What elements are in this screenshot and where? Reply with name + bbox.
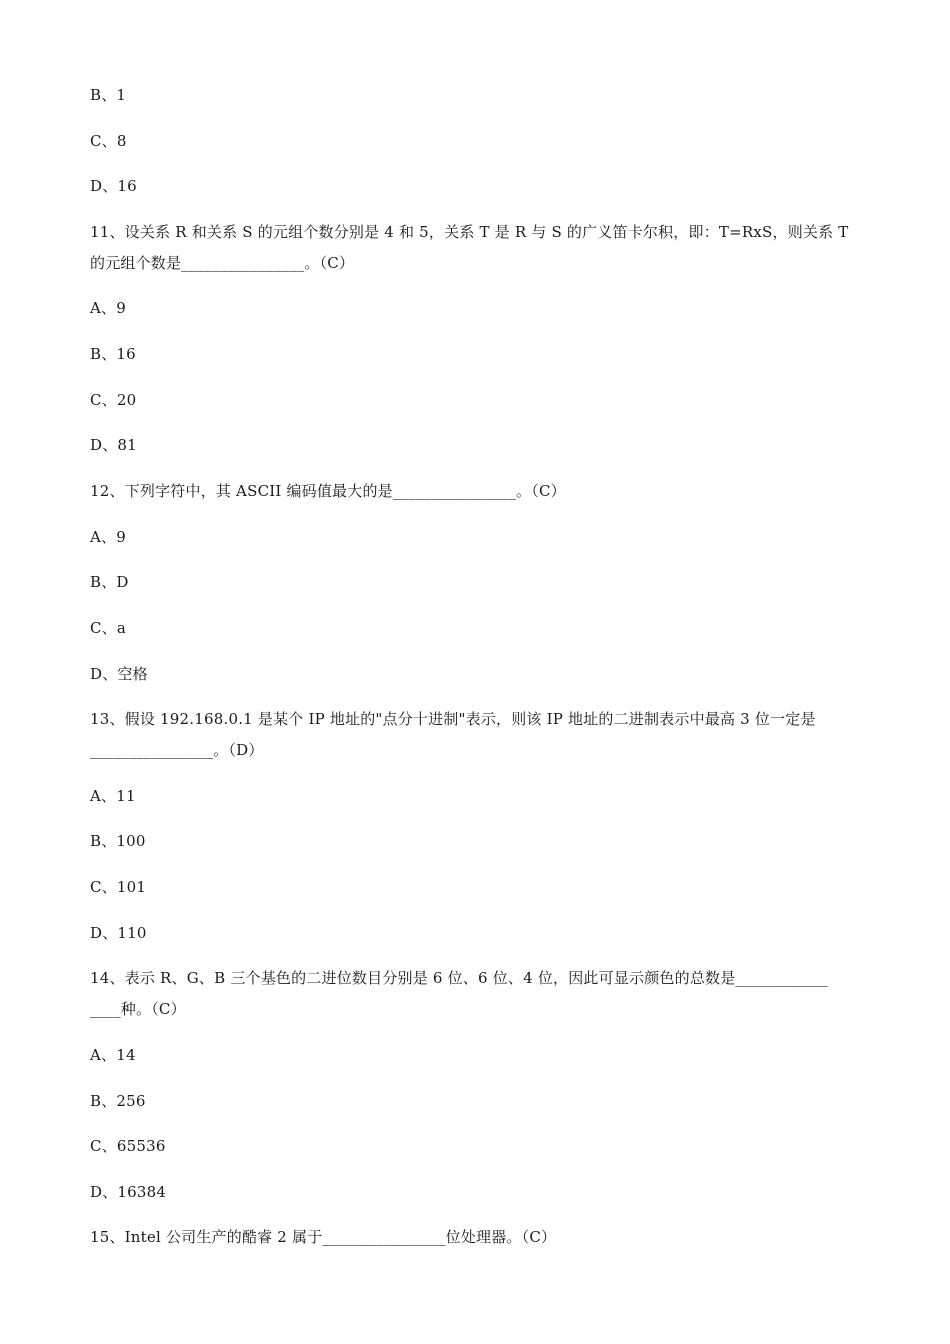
option-b-q10: B、1 [90,86,127,104]
option-a-q11: A、9 [90,299,126,317]
option-d-q13: D、110 [90,924,147,942]
question-15: 15、Intel 公司生产的酷睿 2 属于________________位处理器。（C） [90,1228,557,1246]
question-12: 12、下列字符中，其 ASCII 编码值最大的是________________。（C） [90,482,566,500]
option-a-q13: A、11 [90,787,136,805]
question-13-line-1: 13、假设 192.168.0.1 是某个 IP 地址的"点分十进制"表示，则该 IP 地址的二进制表示中最高 3 位一定是 [90,710,816,728]
option-a-q14: A、14 [90,1046,136,1064]
option-d-q14: D、16384 [90,1183,167,1201]
option-d-q11: D、81 [90,436,137,454]
option-c-q13: C、101 [90,878,147,896]
option-b-q13: B、100 [90,832,146,850]
option-c-q10: C、8 [90,132,127,150]
option-b-q12: B、D [90,573,129,591]
question-11-line-2: 的元组个数是________________。（C） [90,254,355,272]
option-d-q10: D、16 [90,177,137,195]
option-a-q12: A、9 [90,528,126,546]
option-b-q14: B、256 [90,1092,146,1110]
question-13-line-2: ________________。（D） [90,741,264,759]
option-c-q11: C、20 [90,391,137,409]
option-c-q12: C、a [90,619,127,637]
question-14-line-1: 14、表示 R、G、B 三个基色的二进位数目分别是 6 位、6 位、4 位，因此可显示颜色的总数是____________ [90,969,828,987]
option-b-q11: B、16 [90,345,136,363]
question-11-line-1: 11、设关系 R 和关系 S 的元组个数分别是 4 和 5，关系 T 是 R 与 S 的广义笛卡尔积，即：T=RxS，则关系 T [90,223,849,241]
option-d-q12: D、空格 [90,665,148,683]
option-c-q14: C、65536 [90,1137,166,1155]
question-14-line-2: ____种。（C） [90,1000,186,1018]
